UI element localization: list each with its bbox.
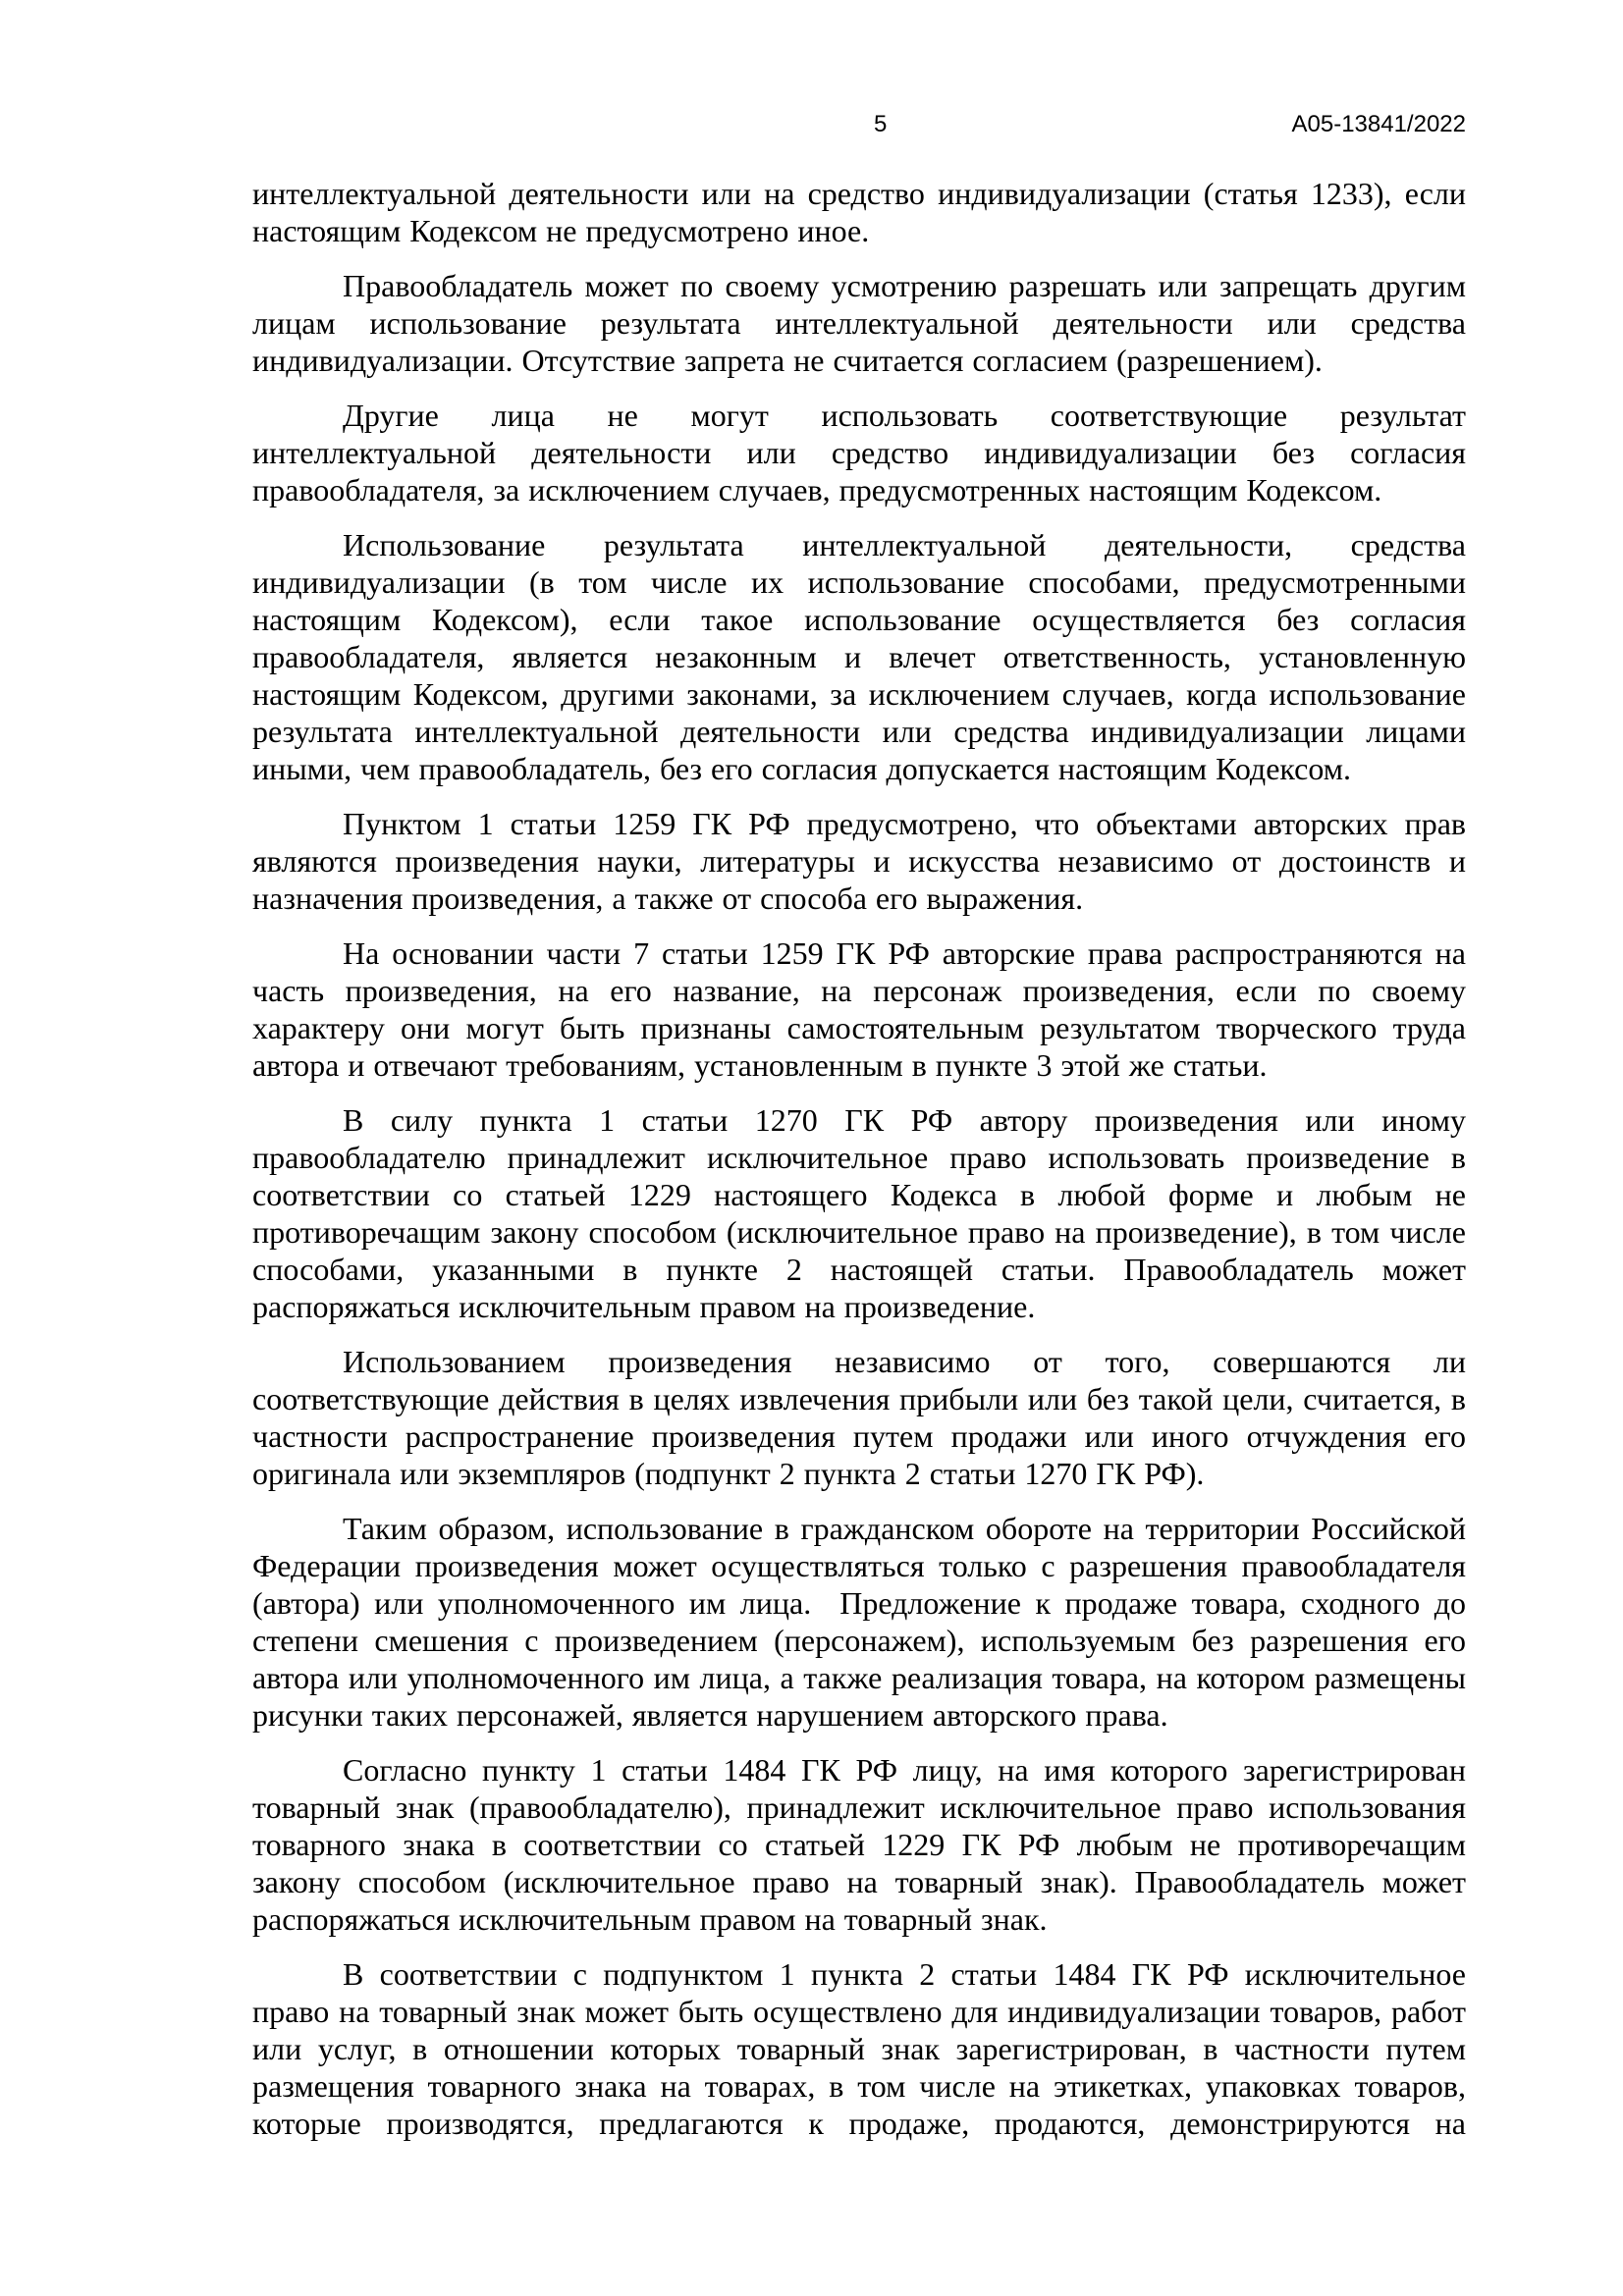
text-line: настоящим Кодексом, другими законами, за исключением случаев, когда использование (252, 676, 1466, 712)
text-line: правообладателя, за исключением случаев, предусмотренных настоящим Кодексом. (252, 472, 1382, 507)
text-line: правообладателю принадлежит исключительное право использовать произведение в (252, 1140, 1466, 1175)
paragraph (252, 1955, 1466, 2142)
text-line: Использованием произведения независимо от того, совершаются ли (343, 1344, 1466, 1379)
text-line: индивидуализации (в том числе их использование способами, предусмотренными (252, 564, 1466, 600)
text-line: являются произведения науки, литературы и искусства независимо от достоинств и (252, 843, 1466, 879)
page-number: 5 (874, 111, 888, 137)
text-line: интеллектуальной деятельности или средство индивидуализации без согласия (252, 435, 1466, 470)
text-line: товарного знака в соответствии со статьей 1229 ГК РФ любым не противоречащим (252, 1827, 1466, 1862)
text-line: Правообладатель может по своему усмотрению разрешать или запрещать другим (343, 268, 1466, 303)
document-body (252, 175, 1466, 2142)
text-line: соответствующие действия в целях извлечения прибыли или без такой цели, считается, в (252, 1381, 1466, 1416)
text-line: право на товарный знак может быть осуществлено для индивидуализации товаров, работ (252, 1994, 1466, 2029)
text-line: закону способом (исключительное право на товарный знак). Правообладатель может (252, 1864, 1466, 1899)
page-header (252, 110, 1466, 141)
text-line: степени смешения с произведением (персонажем), используемым без разрешения его (252, 1623, 1466, 1658)
text-line: рисунки таких персонажей, является нарушением авторского права. (252, 1697, 1168, 1733)
text-line: противоречащим закону способом (исключительное право на произведение), в том числе (252, 1214, 1466, 1250)
paragraph (252, 267, 1466, 379)
text-line: результата интеллектуальной деятельности или средства индивидуализации лицами (252, 714, 1466, 749)
text-line: настоящим Кодексом не предусмотрено иное. (252, 213, 870, 248)
text-line: Федерации произведения может осуществляться только с разрешения правообладателя (252, 1548, 1466, 1583)
text-line: товарный знак (правообладателю), принадлежит исключительное право использования (252, 1789, 1466, 1825)
text-line: В силу пункта 1 статьи 1270 ГК РФ автору произведения или иному (343, 1102, 1466, 1138)
paragraph (252, 1510, 1466, 1734)
text-line: которые производятся, предлагаются к продаже, продаются, демонстрируются на (252, 2106, 1466, 2141)
text-line: правообладателя, является незаконным и влечет ответственность, установленную (252, 639, 1466, 674)
text-line: или услуг, в отношении которых товарный знак зарегистрирован, в частности путем (252, 2031, 1466, 2066)
text-line: (автора) или уполномоченного им лица. Предложение к продаже товара, сходного до (252, 1585, 1466, 1621)
text-line: настоящим Кодексом), если такое использование осуществляется без согласия (252, 602, 1466, 637)
text-line: Таким образом, использование в гражданском обороте на территории Российской (343, 1511, 1466, 1546)
text-line: Использование результата интеллектуальной деятельности, средства (343, 527, 1466, 562)
text-line: оригинала или экземпляров (подпункт 2 пункта 2 статьи 1270 ГК РФ). (252, 1456, 1205, 1491)
text-line: распоряжаться исключительным правом на произведение. (252, 1289, 1036, 1324)
text-line: характеру они могут быть признаны самостоятельным результатом творческого труда (252, 1010, 1466, 1045)
paragraph (252, 1751, 1466, 1938)
paragraph (252, 175, 1466, 249)
text-line: частности распространение произведения путем продажи или иного отчуждения его (252, 1418, 1466, 1454)
text-line: автора или уполномоченного им лица, а также реализация товара, на котором размещены (252, 1660, 1466, 1695)
text-line: распоряжаться исключительным правом на товарный знак. (252, 1901, 1048, 1937)
text-line: индивидуализации. Отсутствие запрета не считается согласием (разрешением). (252, 343, 1323, 378)
text-line: лицам использование результата интеллектуальной деятельности или средства (252, 305, 1466, 341)
text-line: На основании части 7 статьи 1259 ГК РФ авторские права распространяются на (343, 935, 1466, 971)
text-line: размещения товарного знака на товарах, в том числе на этикетках, упаковках товаров, (252, 2068, 1466, 2104)
paragraph (252, 805, 1466, 917)
text-line: автора и отвечают требованиям, установленным в пункте 3 этой же статьи. (252, 1047, 1268, 1083)
paragraph (252, 1343, 1466, 1492)
text-line: соответствии со статьей 1229 настоящего Кодекса в любой форме и любым не (252, 1177, 1466, 1212)
text-line: Другие лица не могут использовать соответствующие результат (343, 398, 1466, 433)
text-line: иными, чем правообладатель, без его согласия допускается настоящим Кодексом. (252, 751, 1351, 786)
paragraph (252, 526, 1466, 787)
text-line: часть произведения, на его название, на персонаж произведения, если по своему (252, 973, 1466, 1008)
text-line: Пунктом 1 статьи 1259 ГК РФ предусмотрено, что объектами авторских прав (343, 806, 1466, 841)
text-line: В соответствии с подпунктом 1 пункта 2 статьи 1484 ГК РФ исключительное (343, 1956, 1466, 1992)
text-line: интеллектуальной деятельности или на средство индивидуализации (статья 1233), если (252, 176, 1466, 211)
text-line: назначения произведения, а также от способа его выражения. (252, 881, 1084, 916)
paragraph (252, 397, 1466, 508)
text-line: Согласно пункту 1 статьи 1484 ГК РФ лицу, на имя которого зарегистрирован (343, 1752, 1466, 1788)
case-number: А05-13841/2022 (1291, 111, 1466, 137)
paragraph (252, 934, 1466, 1084)
paragraph (252, 1101, 1466, 1325)
text-line: способами, указанными в пункте 2 настоящей статьи. Правообладатель может (252, 1252, 1466, 1287)
